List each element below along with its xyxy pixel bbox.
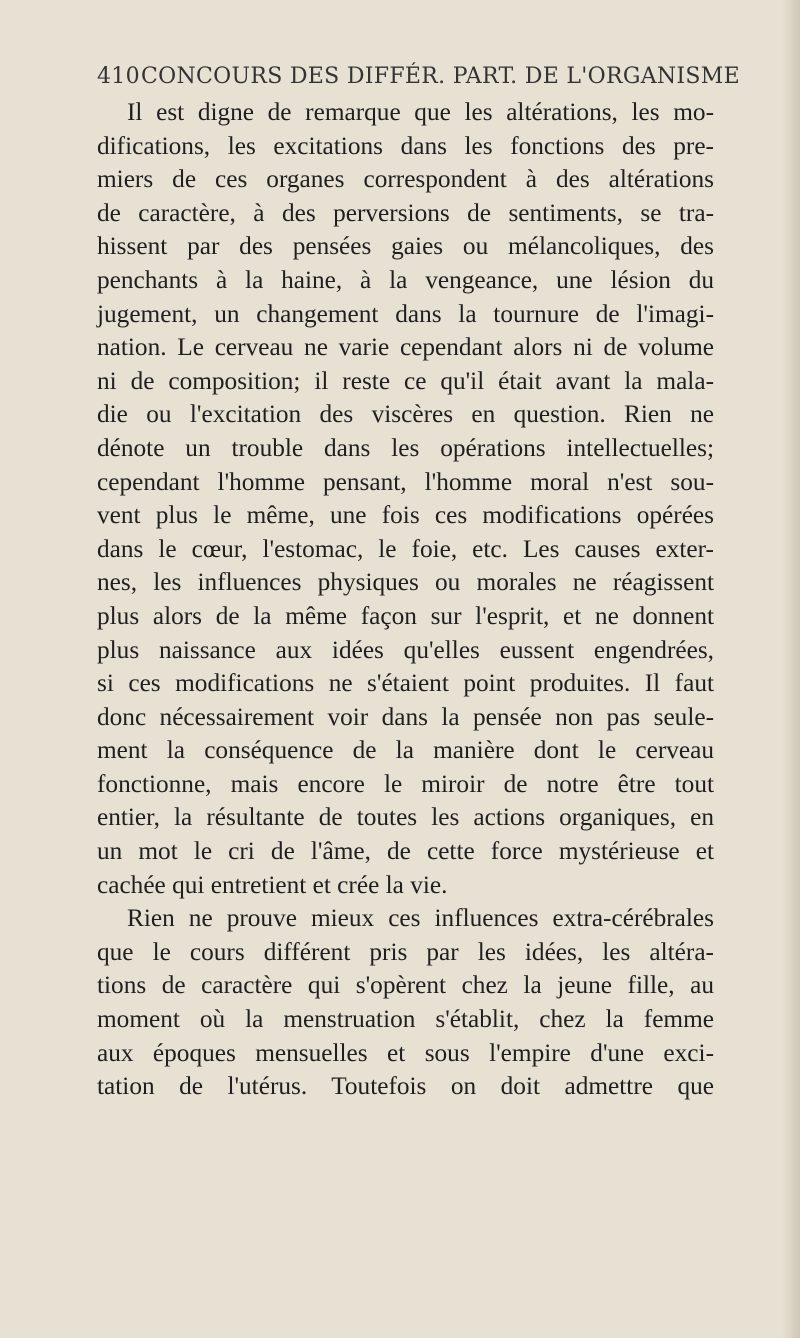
text-line: hissent par des pensées gaies ou mélancoliques, des: [97, 232, 714, 261]
text-line: tions de caractère qui s'opèrent chez la jeune fille, au: [97, 971, 714, 1000]
text-line: que le cours différent pris par les idées, les altéra-: [97, 937, 714, 966]
text-line: si ces modifications ne s'étaient point produites. Il faut: [97, 669, 714, 698]
text-line: donc nécessairement voir dans la pensée non pas seule-: [97, 702, 714, 731]
page-number: 410: [97, 64, 140, 89]
page-edge-shadow: [782, 0, 800, 1338]
text-line: penchants à la haine, à la vengeance, une lésion du: [97, 265, 714, 294]
text-line: cependant l'homme pensant, l'homme moral n'est sou-: [97, 467, 714, 496]
text-line: plus alors de la même façon sur l'esprit, et ne donnent: [97, 601, 714, 630]
text-line: de caractère, à des perversions de sentiments, se tra-: [97, 198, 714, 227]
text-line: nes, les influences physiques ou morales ne réagissent: [97, 568, 714, 597]
text-line: entier, la résultante de toutes les actions organiques, en: [97, 803, 714, 832]
text-line: miers de ces organes correspondent à des altérations: [97, 165, 714, 194]
text-line: difications, les excitations dans les fonctions des pre-: [97, 131, 714, 160]
text-line: dénote un trouble dans les opérations intellectuelles;: [97, 433, 714, 462]
text-line: Rien ne prouve mieux ces influences extra-cérébrales: [127, 904, 714, 933]
running-header: [97, 62, 740, 92]
text-line: Il est digne de remarque que les altérations, les mo-: [127, 98, 714, 126]
text-line: moment où la menstruation s'établit, chez la femme: [97, 1005, 714, 1034]
text-line: jugement, un changement dans la tournure de l'imagi-: [97, 299, 714, 328]
text-line: dans le cœur, l'estomac, le foie, etc. Les causes exter-: [97, 534, 714, 563]
text-line: vent plus le même, une fois ces modifications opérées: [97, 501, 714, 530]
text-line: aux époques mensuelles et sous l'empire d'une exci-: [97, 1038, 714, 1067]
text-line: nation. Le cerveau ne varie cependant alors ni de volume: [97, 333, 714, 362]
text-line: ment la conséquence de la manière dont le cerveau: [97, 736, 714, 765]
text-line: cachée qui entretient et crée la vie.: [97, 870, 448, 899]
text-line: plus naissance aux idées qu'elles eussent engendrées,: [97, 635, 714, 664]
body-text: [97, 96, 714, 1104]
text-line: fonctionne, mais encore le miroir de notre être tout: [97, 769, 714, 798]
text-line: un mot le cri de l'âme, de cette force mystérieuse et: [97, 837, 714, 866]
text-line: ni de composition; il reste ce qu'il était avant la mala-: [97, 366, 714, 395]
text-line: die ou l'excitation des viscères en question. Rien ne: [97, 400, 714, 429]
running-title: CONCOURS DES DIFFÉR. PART. DE L'ORGANISME: [141, 64, 740, 89]
text-line: tation de l'utérus. Toutefois on doit admettre que: [97, 1072, 714, 1101]
